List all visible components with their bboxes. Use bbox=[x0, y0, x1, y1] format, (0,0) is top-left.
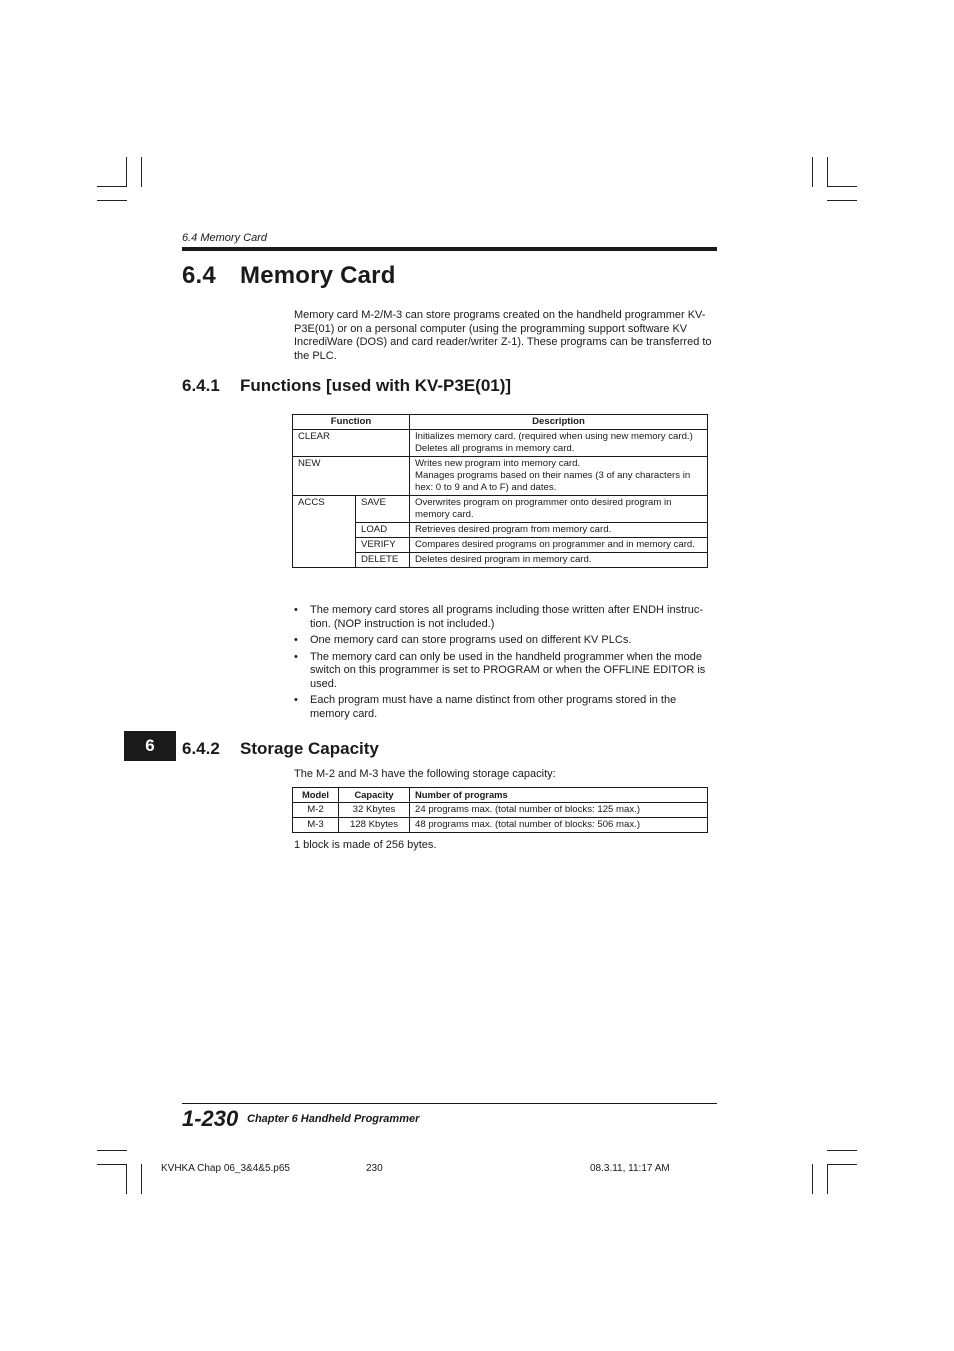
description-cell: Overwrites program on programmer onto desired program in memory card. bbox=[410, 496, 708, 523]
function-cell: NEW bbox=[293, 457, 410, 496]
programs-cell: 24 programs max. (total number of blocks: 125 max.) bbox=[410, 803, 708, 818]
crop-mark bbox=[827, 1150, 857, 1151]
list-item: • One memory card can store programs used on different KV PLCs. bbox=[292, 634, 718, 648]
crop-mark bbox=[827, 1164, 857, 1165]
list-item: • The memory card stores all programs including those written after ENDH instruc-tion. (NOP instruction is not included.) bbox=[292, 604, 718, 631]
crop-mark bbox=[827, 157, 828, 187]
table-row bbox=[293, 523, 708, 538]
subfunction-cell: LOAD bbox=[356, 523, 410, 538]
functions-title: Functions [used with KV-P3E(01)] bbox=[240, 376, 512, 395]
crop-mark bbox=[97, 1164, 127, 1165]
list-item: • The memory card can only be used in the handheld programmer when the mode switch on this programmer is set to PROGRAM or when the OFFLINE EDITOR is used. bbox=[292, 651, 718, 692]
running-head: 6.4 Memory Card bbox=[182, 232, 267, 244]
section-heading bbox=[182, 262, 396, 290]
column-header-function: Function bbox=[293, 415, 410, 430]
print-date: 08.3.11, 11:17 AM bbox=[590, 1163, 670, 1174]
capacity-cell: 32 Kbytes bbox=[339, 803, 410, 818]
header-rule bbox=[182, 247, 717, 251]
notes-list bbox=[292, 604, 718, 724]
model-cell: M-3 bbox=[293, 818, 339, 833]
subfunction-cell: SAVE bbox=[356, 496, 410, 523]
column-header-capacity: Capacity bbox=[339, 788, 410, 803]
description-cell: Retrieves desired program from memory card. bbox=[410, 523, 708, 538]
functions-number: 6.4.1 bbox=[182, 376, 220, 395]
storage-intro: The M-2 and M-3 have the following storage capacity: bbox=[294, 768, 556, 780]
crop-mark bbox=[126, 157, 127, 187]
table-row bbox=[293, 803, 708, 818]
chapter-label: Chapter 6 Handheld Programmer bbox=[247, 1113, 420, 1125]
crop-mark bbox=[97, 186, 127, 187]
table-row bbox=[293, 538, 708, 553]
table-header-row bbox=[293, 788, 708, 803]
print-page-number: 230 bbox=[366, 1163, 383, 1174]
functions-heading bbox=[182, 376, 511, 396]
footer-rule bbox=[182, 1103, 717, 1104]
table-row bbox=[293, 496, 708, 523]
description-line: Initializes memory card. (required when using new memory card.) bbox=[415, 431, 693, 442]
crop-mark bbox=[827, 1164, 828, 1194]
table-row bbox=[293, 430, 708, 457]
programs-cell: 48 programs max. (total number of blocks: 506 max.) bbox=[410, 818, 708, 833]
function-cell: ACCS bbox=[293, 496, 356, 568]
function-cell: CLEAR bbox=[293, 430, 410, 457]
subfunction-cell: VERIFY bbox=[356, 538, 410, 553]
description-line: Manages programs based on their names (3 of any characters in hex: 0 to 9 and A to F) and dates. bbox=[415, 470, 691, 493]
description-line: Writes new program into memory card. bbox=[415, 458, 581, 469]
description-cell bbox=[410, 457, 708, 496]
crop-mark bbox=[97, 200, 127, 201]
section-number: 6.4 bbox=[182, 262, 216, 289]
storage-number: 6.4.2 bbox=[182, 739, 220, 758]
table-row bbox=[293, 457, 708, 496]
page-number: 1-230 bbox=[182, 1106, 239, 1131]
description-line: Deletes all programs in memory card. bbox=[415, 443, 575, 454]
crop-mark bbox=[97, 1150, 127, 1151]
crop-mark bbox=[812, 157, 813, 187]
table-row bbox=[293, 553, 708, 568]
description-cell: Deletes desired program in memory card. bbox=[410, 553, 708, 568]
model-cell: M-2 bbox=[293, 803, 339, 818]
list-item: • Each program must have a name distinct from other programs stored in the memory card. bbox=[292, 694, 718, 721]
storage-heading bbox=[182, 739, 379, 759]
capacity-cell: 128 Kbytes bbox=[339, 818, 410, 833]
column-header-description: Description bbox=[410, 415, 708, 430]
storage-note: 1 block is made of 256 bytes. bbox=[294, 839, 437, 851]
column-header-programs: Number of programs bbox=[410, 788, 708, 803]
crop-mark bbox=[126, 1164, 127, 1194]
section-intro: Memory card M-2/M-3 can store programs created on the handheld programmer KV-P3E(01) or on a personal computer (using the programming support software KV IncrediWare (DOS) and card reader/writer Z-1). These programs can be transferred to the PLC. bbox=[294, 309, 712, 362]
crop-mark bbox=[827, 200, 857, 201]
column-header-model: Model bbox=[293, 788, 339, 803]
functions-table bbox=[292, 414, 708, 568]
crop-mark bbox=[141, 157, 142, 187]
capacity-table bbox=[292, 787, 708, 833]
storage-title: Storage Capacity bbox=[240, 739, 379, 758]
crop-mark bbox=[827, 186, 857, 187]
print-file-name: KVHKA Chap 06_3&4&5.p65 bbox=[161, 1163, 290, 1174]
table-header-row bbox=[293, 415, 708, 430]
crop-mark bbox=[141, 1164, 142, 1194]
chapter-tab: 6 bbox=[124, 731, 176, 761]
description-cell bbox=[410, 430, 708, 457]
crop-mark bbox=[812, 1164, 813, 1194]
subfunction-cell: DELETE bbox=[356, 553, 410, 568]
table-row bbox=[293, 818, 708, 833]
description-cell: Compares desired programs on programmer and in memory card. bbox=[410, 538, 708, 553]
section-title: Memory Card bbox=[240, 262, 396, 289]
